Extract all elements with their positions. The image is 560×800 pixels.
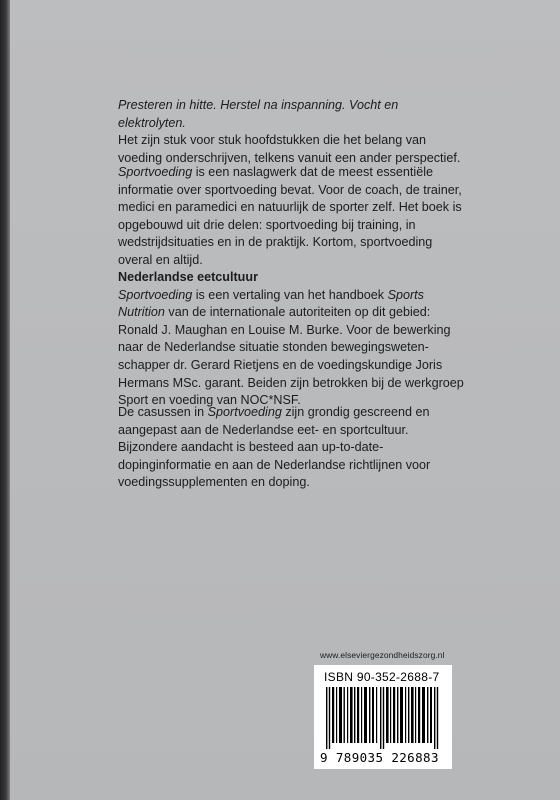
description-paragraph bbox=[118, 164, 468, 270]
section-text-b: van de internationale autoriteiten op dit gebied: Ronald J. Maughan en Louise M. Burke. Voor de bewerking naar de Nederlandse situatie stonden bewegingsweten-schapper dr. Gerard Rietjens en de voedingskundige Joris Hermans MSc. garant. Beiden zijn betrokken bij de werkgroep Sport en voeding van NOC*NSF. bbox=[118, 305, 464, 408]
book-title-ref: Sportvoeding bbox=[207, 405, 282, 419]
cases-text-a: De casussen in bbox=[118, 405, 208, 419]
description-text: is een naslagwerk dat de meest essentiële informatie over sportvoeding bevat. Voor de coach, de trainer, medici en paramedici en natuurlijk de sporter zelf. Het boek is opgebouwd uit drie delen: sportvoeding bij training, in wedstrijdsituaties en in de praktijk. Kortom, sportvoeding overal en altijd. bbox=[118, 165, 462, 267]
barcode-label bbox=[314, 665, 452, 769]
intro-text: Het zijn stuk voor stuk hoofdstukken die het belang van voeding onderschrijven, telkens vanuit een ander perspectief. bbox=[118, 133, 461, 165]
book-title-ref: Sportvoeding bbox=[118, 287, 193, 302]
spine-shadow bbox=[0, 0, 10, 800]
cases-text-b: zijn grondig gescreend en aangepast aan de Nederlandse eet- en sportcultuur. Bijzondere aandacht is besteed aan up-to-date-dopinginformatie en aan de Nederlandse richtlijnen voor voedingssupplementen en doping. bbox=[118, 405, 431, 490]
barcode-icon bbox=[326, 687, 440, 749]
section-heading: Nederlandse eetcultuur bbox=[118, 270, 258, 284]
intro-paragraph bbox=[118, 97, 468, 167]
isbn-text: ISBN 90-352-2688-7 bbox=[324, 670, 440, 684]
ean-digits: 9 789035 226883 bbox=[320, 750, 439, 765]
cases-paragraph bbox=[118, 404, 468, 492]
source-title-ref: Sports Nutrition bbox=[118, 287, 424, 320]
culture-section bbox=[118, 269, 468, 410]
book-title-ref: Sportvoeding bbox=[118, 165, 193, 179]
section-text-a: is een vertaling van het handboek bbox=[192, 287, 388, 302]
publisher-url: www.elseviergezondheidszorg.nl bbox=[320, 650, 445, 660]
intro-lead: Presteren in hitte. Herstel na inspanning. Vocht en elektrolyten. bbox=[118, 98, 399, 130]
